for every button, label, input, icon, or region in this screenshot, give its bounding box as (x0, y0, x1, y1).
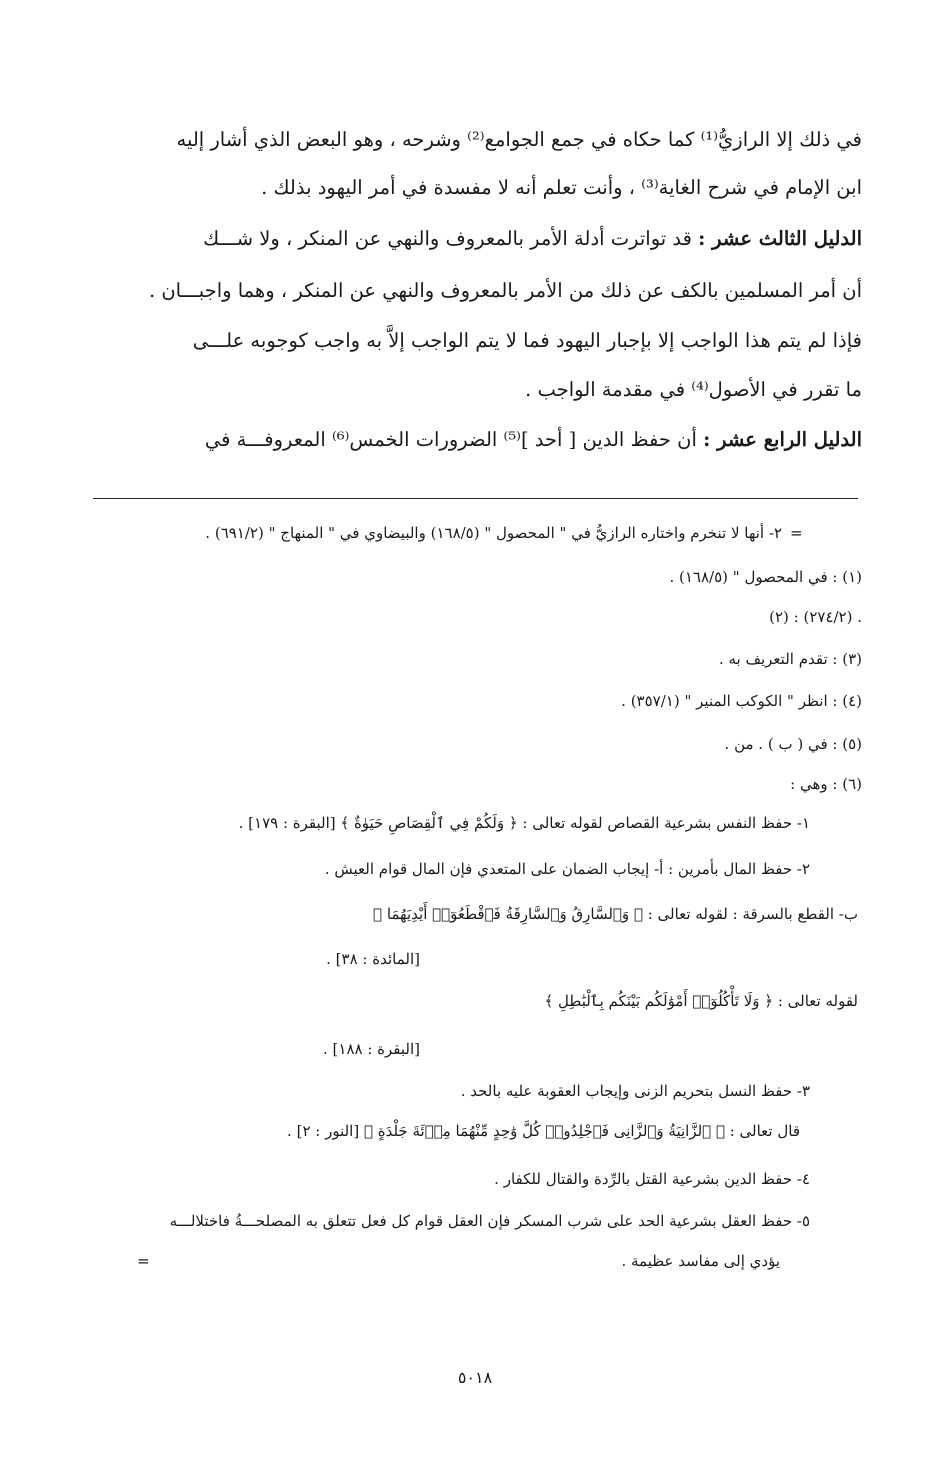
footnote-end-mark: = (137, 1252, 150, 1270)
body-line-2: ابن الإمام في شرح الغاية⁽³⁾ ، وأنت تعلم أنه لا مفسدة في أمر اليهود بذلك . (261, 176, 862, 199)
footnote-5: (٥) : في ( ب ) . من . (724, 735, 862, 753)
body-line-7-text: أن حفظ الدين [ أحد ]⁽⁵⁾ الضرورات الخمس⁽⁶⁾ المعروفـــة في (204, 428, 697, 451)
footnote-separator (93, 498, 858, 499)
footnote-line-continuation: ٢- أنها لا تنخرم واختاره الرازيُّ في " المحصول " (١٦٨/٥) والبيضاوي في " المنهاج " (٦٩١/٢) . (205, 524, 782, 542)
footnote-6-item-2: ٢- حفظ المال بأمرين : أ- إيجاب الضمان على المتعدي فإن المال قوام العيش . (324, 860, 810, 878)
footnote-6-item-2c-ref: [البقرة : ١٨٨] . (323, 1040, 420, 1058)
body-line-6: ما تقرر في الأصول⁽⁴⁾ في مقدمة الواجب . (525, 378, 862, 401)
footnote-continuation-mark: = (790, 524, 803, 542)
footnote-6-item-3-verse: قال تعالى : ﴿ ٱلزَّانِيَةُ وَٱلزَّانِى فَٱجْلِدُوا۟ كُلَّ وَٰحِدٍ مِّنْهُمَا مِا۟ئَةَ جَلْدَةٍ ﴾ [النور : ٢] . (287, 1122, 800, 1140)
footnote-6-item-2c: لقوله تعالى : ﴿ وَلَا تَأْكُلُوٓا۟ أَمْوَٰلَكُم بَيْنَكُم بِٱلْبَٰطِلِ ﴾ (544, 992, 858, 1010)
body-line-3 (203, 227, 862, 250)
body-line-7 (205, 428, 862, 451)
body-line-4: أن أمر المسلمين بالكف عن ذلك من الأمر بالمعروف والنهي عن المنكر ، وهما واجبـــان . (148, 279, 862, 302)
footnote-6-item-2b-ref: [المائدة : ٣٨] . (326, 950, 420, 968)
footnote-6-item-2b: ب- القطع بالسرقة : لقوله تعالى : ﴿ وَٱلسَّارِقُ وَٱلسَّارِقَةُ فَٱقْطَعُوٓا۟ أَيْدِيَهُمَا ﴾ (373, 905, 858, 923)
footnote-6-item-4: ٤- حفظ الدين بشرعية القتل بالرِّدة والقتال للكفار . (494, 1170, 810, 1188)
footnote-6-item-3: ٣- حفظ النسل بتحريم الزنى وإيجاب العقوبة عليه بالحد . (460, 1082, 810, 1100)
page-number: ٥٠١٨ (457, 1368, 493, 1387)
body-line-1: في ذلك إلا الرازيُّ⁽¹⁾ كما حكاه في جمع الجوامع⁽²⁾ وشرحه ، وهو البعض الذي أشار إليه (176, 128, 862, 151)
body-line-5: فإذا لم يتم هذا الواجب إلا بإجبار اليهود فما لا يتم الواجب إلاَّ به واجب كوجوبه علـــى (192, 329, 862, 352)
footnote-6-item-5-cont: يؤدي إلى مفاسد عظيمة . (621, 1252, 780, 1270)
heading-evidence-13: الدليل الثالث عشر : (698, 227, 862, 250)
footnote-3: (٣) : تقدم التعريف به . (718, 650, 862, 668)
body-line-3-text: قد تواترت أدلة الأمر بالمعروف والنهي عن المنكر ، ولا شـــك (203, 227, 692, 250)
heading-evidence-14: الدليل الرابع عشر : (703, 428, 862, 451)
footnote-4: (٤) : انظر " الكوكب المنير " (٣٥٧/١) . (621, 692, 862, 710)
footnote-1: (١) : في المحصول " (١٦٨/٥) . (669, 568, 862, 586)
footnote-6: (٦) : وهي : (790, 775, 862, 793)
footnote-2: (٢) : (٢٧٤/٢) . (769, 608, 862, 626)
footnote-6-item-1: ١- حفظ النفس بشرعية القصاص لقوله تعالى : ﴿ وَلَكُمْ فِي ٱلْقِصَاصِ حَيَوٰةٌ ﴾ [البقرة : ١٧٩] . (238, 814, 810, 832)
footnote-6-item-5: ٥- حفظ العقل بشرعية الحد على شرب المسكر فإن العقل قوام كل فعل تتعلق به المصلحـــةُ فاختلالـــه (169, 1212, 810, 1230)
